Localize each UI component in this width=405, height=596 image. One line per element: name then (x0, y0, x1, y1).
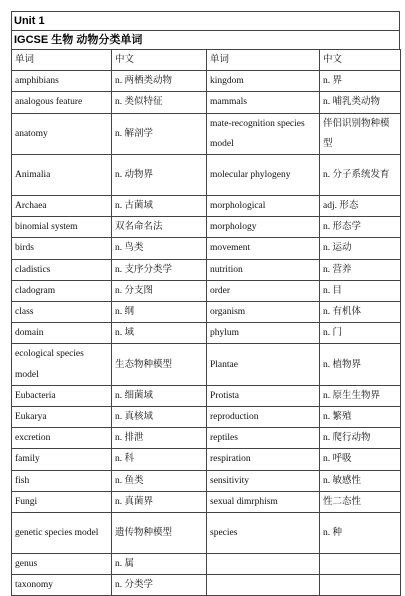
table-row (12, 280, 401, 301)
chinese-cell: 双名命名法 (112, 217, 207, 238)
word-cell: reproduction (207, 407, 320, 428)
word-cell: movement (207, 238, 320, 259)
chinese-cell: n. 动物界 (112, 155, 207, 196)
word-cell: birds (12, 238, 112, 259)
chinese-cell: n. 分类学 (112, 575, 207, 596)
word-cell: ecological species model (12, 344, 112, 385)
table-header-row (12, 50, 401, 71)
word-cell: species (207, 513, 320, 554)
word-cell: Plantae (207, 344, 320, 385)
header-word-2: 单词 (207, 50, 320, 71)
word-cell: Eukarya (12, 407, 112, 428)
chinese-cell: n. 门 (320, 323, 401, 344)
word-cell: organism (207, 302, 320, 323)
chinese-cell: n. 排泄 (112, 428, 207, 449)
word-cell: taxonomy (12, 575, 112, 596)
word-cell: anatomy (12, 113, 112, 154)
word-cell: cladogram (12, 280, 112, 301)
unit-title: Unit 1 (11, 11, 400, 30)
table-row (12, 217, 401, 238)
chinese-cell: 生态物种模型 (112, 344, 207, 385)
word-cell: family (12, 449, 112, 470)
word-cell (207, 575, 320, 596)
word-cell: class (12, 302, 112, 323)
chinese-cell: n. 有机体 (320, 302, 401, 323)
chinese-cell: n. 域 (112, 323, 207, 344)
chinese-cell: n. 古菌域 (112, 196, 207, 217)
chinese-cell: adj. 形态 (320, 196, 401, 217)
table-row (12, 196, 401, 217)
word-cell: mate-recognition species model (207, 113, 320, 154)
chinese-cell: 伴侣识别物种模型 (320, 113, 401, 154)
word-cell: morphological (207, 196, 320, 217)
header-chinese-2: 中文 (320, 50, 401, 71)
chinese-cell: n. 哺乳类动物 (320, 92, 401, 113)
chinese-cell: n. 纲 (112, 302, 207, 323)
header-chinese-1: 中文 (112, 50, 207, 71)
chinese-cell: n. 目 (320, 280, 401, 301)
chinese-cell: n. 种 (320, 513, 401, 554)
word-cell: genetic species model (12, 513, 112, 554)
chinese-cell: n. 科 (112, 449, 207, 470)
word-cell: Protista (207, 385, 320, 406)
chinese-cell: n. 解剖学 (112, 113, 207, 154)
chinese-cell: n. 两栖类动物 (112, 71, 207, 92)
chinese-cell (320, 575, 401, 596)
word-cell: kingdom (207, 71, 320, 92)
table-row (12, 407, 401, 428)
word-cell: molecular phylogeny (207, 155, 320, 196)
table-row (12, 71, 401, 92)
chinese-cell (320, 554, 401, 575)
table-row (12, 470, 401, 491)
word-cell: reptiles (207, 428, 320, 449)
word-cell: order (207, 280, 320, 301)
table-row (12, 259, 401, 280)
document-subtitle: IGCSE 生物 动物分类单词 (11, 30, 400, 49)
chinese-cell: n. 原生生物界 (320, 385, 401, 406)
chinese-cell: n. 呼吸 (320, 449, 401, 470)
chinese-cell: n. 繁殖 (320, 407, 401, 428)
chinese-cell: n. 鱼类 (112, 470, 207, 491)
table-row (12, 513, 401, 554)
word-cell: excretion (12, 428, 112, 449)
word-cell: Fungi (12, 491, 112, 512)
word-cell: amphibians (12, 71, 112, 92)
table-row (12, 554, 401, 575)
word-cell: binomial system (12, 217, 112, 238)
table-row (12, 302, 401, 323)
word-cell: morphology (207, 217, 320, 238)
chinese-cell: n. 分支图 (112, 280, 207, 301)
word-cell: analogous feature (12, 92, 112, 113)
word-cell: sexual dimrphism (207, 491, 320, 512)
table-row (12, 428, 401, 449)
chinese-cell: n. 植物界 (320, 344, 401, 385)
word-cell: cladistics (12, 259, 112, 280)
chinese-cell: n. 鸟类 (112, 238, 207, 259)
word-cell: domain (12, 323, 112, 344)
word-cell: Eubacteria (12, 385, 112, 406)
vocabulary-table (11, 49, 401, 596)
chinese-cell: n. 细菌域 (112, 385, 207, 406)
chinese-cell: n. 形态学 (320, 217, 401, 238)
chinese-cell: n. 属 (112, 554, 207, 575)
vocabulary-page (11, 11, 400, 596)
table-row (12, 491, 401, 512)
chinese-cell: n. 分子系统发育 (320, 155, 401, 196)
word-cell: phylum (207, 323, 320, 344)
word-cell: Archaea (12, 196, 112, 217)
chinese-cell: 性二态性 (320, 491, 401, 512)
table-row (12, 323, 401, 344)
table-row (12, 92, 401, 113)
word-cell: fish (12, 470, 112, 491)
chinese-cell: 遗传物种模型 (112, 513, 207, 554)
chinese-cell: n. 真菌界 (112, 491, 207, 512)
table-row (12, 155, 401, 196)
chinese-cell: n. 敏感性 (320, 470, 401, 491)
header-word-1: 单词 (12, 50, 112, 71)
table-row (12, 113, 401, 154)
word-cell: Animalia (12, 155, 112, 196)
table-row (12, 344, 401, 385)
table-row (12, 238, 401, 259)
table-row (12, 449, 401, 470)
word-cell: nutrition (207, 259, 320, 280)
word-cell: genus (12, 554, 112, 575)
word-cell: respiration (207, 449, 320, 470)
chinese-cell: n. 运动 (320, 238, 401, 259)
word-cell (207, 554, 320, 575)
word-cell: mammals (207, 92, 320, 113)
chinese-cell: n. 界 (320, 71, 401, 92)
table-row (12, 575, 401, 596)
table-row (12, 385, 401, 406)
chinese-cell: n. 真核域 (112, 407, 207, 428)
chinese-cell: n. 支序分类学 (112, 259, 207, 280)
chinese-cell: n. 营养 (320, 259, 401, 280)
word-cell: sensitivity (207, 470, 320, 491)
chinese-cell: n. 类似特征 (112, 92, 207, 113)
chinese-cell: n. 爬行动物 (320, 428, 401, 449)
